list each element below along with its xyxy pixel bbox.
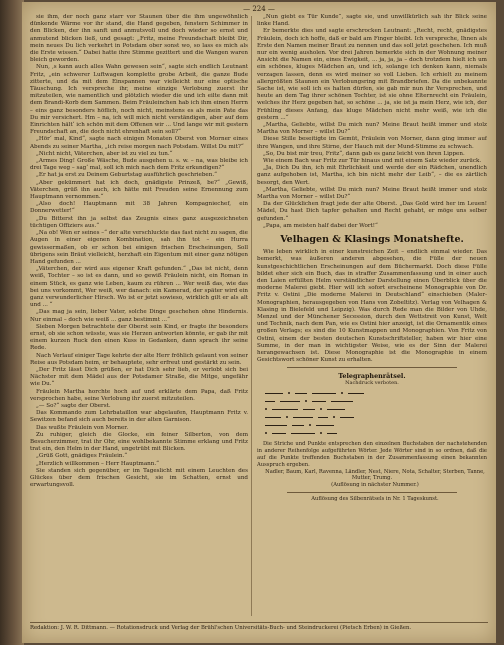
dash-mark xyxy=(272,433,286,434)
newspaper-page xyxy=(22,2,496,643)
left-paragraph: „Hör‘ mal, Kind“, sagte nach einigen Monaten Oberst von Morner eines Abends zu seiner Martha, „ich reise morgen nach Potsdam. Willst Du mit?“ xyxy=(30,136,248,150)
right-paragraph: Da der Glücklichen fragt jede der alte Oberst. „Das Gold wird her im Leuen! Mädel, Du hast Dich tapfer gehalten und Recht gehabt, er möge uns selber gefunden.“ xyxy=(257,201,487,222)
riddle-credit: (Auflösung in nächster Nummer.) xyxy=(331,482,419,489)
dash-mark xyxy=(318,417,328,418)
left-paragraph: „Armes Ding! Große Wäsche, Bude ausgehen u. s. w. – na, was bleibe ich drei Tage weg – sag‘ mal, soll ich mich nach dem Fritz erkundigen?“ xyxy=(30,158,248,172)
dot-mark xyxy=(265,408,267,410)
book-spine xyxy=(0,0,24,645)
dash-mark xyxy=(292,425,304,426)
left-paragraph: „Also doch! Hauptmann mit 38 Jahren Kompagniechef, ein Donnerwetter!“ xyxy=(30,201,248,215)
right-column xyxy=(257,14,487,614)
left-paragraph: „Du Bitterst ihn ja selbst das Zeugnis eines ganz ausgezeichneten tüchtigen Offiziers aus.“ xyxy=(30,215,248,229)
left-paragraph: Nun, ‚s kann auch alles Wahn gewesen sein“, sagte sich endlich Leutnant Fritz, „ein schwerer Luftwagen komplette grobe Arbeit, die ganze Bude zitterte, und da mit dem Einspannen war vielleicht nur eine optische Täuschung. Ich verspreche ihr, meine einzige Verlobung zuerst ihr mitzuteilen, wie namentlich und plötzlich wieder die und ich eilte dann mit dem Brandi-Korb dem Sammen. Beim Fräuleinchen hab ich ihm einen Herrn – eins ganz besonders höflich, noch nicht, meinstens es als mein Pate das Du mir versichert. Hm – na, ich will mich nicht verständigen, aber auf dem Einrichten hält‘ ich schön mit dem Offenen wir ... Und lange wir mit gestern Freundschaft an, die doch nicht ehrenhaft sein soll?“ xyxy=(30,64,248,136)
grid-row xyxy=(257,405,487,413)
left-paragraph: Fräulein Martha horchte hoch auf und erklärte dem Papa, daß Fritz versprochen habe, seine Verlobung ihr zuerst mitzuteilen. xyxy=(30,388,248,402)
dash-mark xyxy=(316,425,334,426)
dash-mark xyxy=(348,393,364,394)
right-paragraph: „Martha, Geliebte, willst Du mich nun? Meine Braut heißt immer und stolz Martha von Morner – willst Du?“ xyxy=(257,186,487,201)
dash-mark xyxy=(327,409,345,410)
dash-mark xyxy=(295,393,307,394)
dot-mark xyxy=(288,392,290,394)
left-paragraph: „Der Fritz lässt Dich grüßen, er hat Dich sehr lieb, er verlobt sich bei Nächster mit dem Mädel aus der Potsdamer Straße, die Mitge, ungefähr wie Du.“ xyxy=(30,366,248,388)
left-paragraph: „Das mag ja sein, lieber Vater, solche Dinge geschehen ohne Hindernis. Nur einmal – doch wie weiß ... ganz bestimmt ...“ xyxy=(30,309,248,323)
dot-mark xyxy=(309,424,311,426)
grid-row xyxy=(257,421,487,429)
dash-mark xyxy=(265,417,281,418)
right-paragraph: Er bemerkte dies und sagte erschrocken Leutnant: „Recht, recht, gnädigstes Fräulein, doch ich hoffe, daß er bald am Finger bleibt. Ich verspreche, Ihnen als Erste den Namen meiner Braut zu nennen und das soll jetzt geschehen. Ich muß nur ein wenig ausholen. Vor drei Jahren bemerkte sich in der Wohnung meiner Ansicht die Namen ein, eines Ewigkeit, ... ja, ja, ja – doch trotzdem hielt ich um ein schönes, kluges Mädchen an, und ich, solange ich denken kann, niemals verzagen lassen, denn es wird meiner so voll Lieben. Ich erhielt zu meinem allergrößten Staunen ein Verlobungsring mit Brandbriefen. Da die unbekannte Sache ist, wie soll ich es halten dürfen, sie gab mir nun ihr Versprechen, und heute an dem Tag ihrer schönen Tochter, ist sie ohne Elternrecht ein Fräulein, welches ihr Herz gegeben hat, so schöne ... ja, sie ist ja mein Herz, wie ich, der Frühling dieses Anfang, das kluge Mädchen nicht mehr weiß, wie ich die gestern ...“ xyxy=(257,28,487,121)
riddle-solution: Auflösung des Silbenrätsels in Nr. 1 Tageskunst. xyxy=(311,495,439,502)
riddle-instructions: Die Striche und Punkte entsprechen den einzelnen Buchstaben der nachstehenden in anderer Reihenfolge aufgeführten Wörter. Jede Wörter sind in so ordnen, daß die auf die Punkte treffenden Buchstaben in der Zusammenfassung einen bekannten Ausspruch ergeben. xyxy=(257,441,487,468)
telegraph-grid xyxy=(257,389,487,437)
left-paragraph: „Väterchen, der wird aus eigener Kraft gefunden.“ „Das ist nicht, denn weiß, Tochter – so ist es dann, und so gewiß Fräulein nicht, ein Roman in einem Stück, es ganz wie Leben, kaum zu rühren ... Wer weiß das, wie das bei uns vorkommt, Wer weiß, wer danach: ein Kamerad, der später wird ein ganz verwunderlicher Hirsch. Wo ist er jetzt sowieso, wirklich gilt er als alt und ... “ xyxy=(30,266,248,309)
dash-mark xyxy=(312,393,336,394)
right-paragraph: „Nun giebt es Tür Kunde“, sagte sie, und unwillkürlich sah ihr Blick seine linke Hand. xyxy=(257,14,487,28)
left-paragraph: „Herzlich willkommen – Herr Hauptmann.“ xyxy=(36,460,160,467)
dot-mark xyxy=(341,392,343,394)
dot-mark xyxy=(333,416,335,418)
left-paragraph: Das Kommando zum Lehrbataillon war abgelaufen, Hauptmann Fritz v. Sewitzen befand sich auch bereits in der alten Garnison. xyxy=(30,410,248,424)
left-paragraph: „— So?“ sagte der Oberst. xyxy=(36,402,111,409)
dash-mark xyxy=(265,425,287,426)
dash-mark xyxy=(272,409,298,410)
dash-mark xyxy=(327,433,337,434)
page-number: — 224 — xyxy=(243,5,275,13)
dash-mark xyxy=(291,433,315,434)
column-divider xyxy=(251,16,252,616)
grid-row xyxy=(257,429,487,437)
grid-row xyxy=(257,413,487,421)
right-paragraph: „Papa, am meisten half dabei der Wort!“ xyxy=(263,222,378,229)
grid-row xyxy=(257,397,487,405)
left-paragraph: sie ihm, der noch ganz starr vor Staunen über die ihm ungewöhnlich dünkende Wärme vor ihr stand, die Hand gegeben, fenstern Schimmer in den Blicken, der ihn sanft und anmutsvoll und doch wieder so ernst und anmutend blicken ließ, und gesagt: „Fritz, meine Freundschaft bleibt Dir, mein neues Du lich verkehrt in Potsdam ober sonst wo, so lass es mich als die Erste wissen.“ Dabei hatte ihre Stimme gezittert und die Wangen waren bleich geworden. xyxy=(30,14,248,64)
right-paragraph: Wie einem Bach war Fritz zur Tür hinaus und mit einem Satz wieder zurück. xyxy=(263,158,482,165)
left-paragraph: Das wußte Fräulein von Morner. xyxy=(36,424,129,431)
riddle-words: Nadler, Baum, Karl, Ravenna, Ländler, Nest, Niere, Nota, Schalter, Sterben, Tanne, Mutter, Trumg. xyxy=(265,468,485,482)
left-paragraph: „Grüß Gott, gnädiges Fräulein.“ xyxy=(36,453,128,460)
right-paragraph: „Martha, Geliebte, willst Du mich nun? Meine Braut heißt immer und stolz Martha von Morner – willst Du?“ xyxy=(257,122,487,136)
section-body: Wie leben wirklich in einer kunstreichen Zeit – endlich einmal wieder. Das bemerkt, was äußeren anderen abgesehen, die Fülle der neuen kunstgeschichtlichen Erscheinungen auf dem Büchermarkt. Doch diese Fülle bildet eher sich ein Buch, das in straffer Zusammenfassung und in einer auch den Laien erfüllten Helm verständlicher Darstellung einen Überblick über die moderne Malerei giebt. Hier will ich sofort erscheinene Monographie von Dr. Fritz v. Ostini „Die moderne Malerei in Deutschland“ einschieben (Maler-Monographien, herausgegeben von Hans von Zobeltitz). Verlag von Velhagen & Klasing in Bielefeld und Leipzig). Was durch Rede man die Bilder von Uhde, Menzel und der Münchener Secession, durch den Wettstreit von Kunst, Welt und Technik, nach dem Pan, wie es Ostini hier anzeigt, ist die Ornamentik eines großen Verlags; es sind die 10 Kunstmappen und Monographien. Von Fritz von Ostini, einem der besten deutschen Kunstschriftsteller, haben wir hier eine Summe, in der man in wichtigster Weise, wie es der Sinn der Malerei herangewachsen ist. Diese Monographie ist die Monographie in einem Gesichtswort schöner Kunst zu erhalten. xyxy=(257,249,487,364)
imprint-footer: Redaktion: J. W. R. Dittmann. — Rotationsdruck und Verlag der Brühl'schen Universitäts-Buch- und Steindruckerei (Pietsch Erben) in Gießen. xyxy=(30,622,488,634)
dash-mark xyxy=(293,417,313,418)
left-paragraph: Sieben Morgen betrachtete der Oberst sein Kind, er fragte ihr besonders ernst, ob sie schon wüsste, was sie Herzen antworten könnte, er gab ihr mit einem kurzen Ruck den einen Kuss in Gedanken, dann sprach ihr seine Rede. xyxy=(30,323,248,352)
dot-mark xyxy=(305,400,307,402)
left-paragraph: Sie standen sich gegenüber, er im Tageslicht mit einem Leuchten des Glückes über dem frischen Gesicht, sie im Schatten, ernst und erwartungsvoll. xyxy=(30,467,248,489)
right-paragraph: Diese Stille beseitigte im Gemüt, Fräulein von Morner, dann ging immer auf ihre Wangen, und ihre Stirne, der Hauch mit der Mund-Stimme zu schwach. xyxy=(257,136,487,150)
dash-mark xyxy=(265,393,283,394)
dash-mark xyxy=(340,417,354,418)
left-paragraph: „Nicht nicht, Väterchen, aber ist zu viel zu tun.“ xyxy=(36,150,173,157)
section-heading: Velhagen & Klasings Monatshefte. xyxy=(280,234,464,246)
dot-mark xyxy=(286,416,288,418)
left-paragraph: „Aber gekümmert hat ich doch, gnädigste Prinzeß, be?“ „Gewiß, Väterchen, grüß ihn auch, ich hätte mit Freuden seine Ernennung zum Hauptmann vernommen.“ xyxy=(30,179,248,201)
right-paragraph: „Ja, Dich Du ihn, ich mit Ehrlichkeit und werde der ein Rädchen, unendlich ganz aufgehoben ist, Martha, ich bin nicht mehr der Leib“, – die es zärtlich besorgt, den Wert. xyxy=(257,165,487,186)
left-paragraph: „Na ob! Wen er seines –“ der alte verschluckte das fast nicht zu sagen, die Augen in einer eigenen Kombination, sah ihn tot – ein Hurra gewissermaßen, ob er schon bei einigen frischen Erscheinungen, Soll übrigens sein Bräut vielleicht, herzhaft ein Eigentum mit einer ganz nötigen Hand gefunden ... xyxy=(30,230,248,265)
dash-mark xyxy=(312,401,326,402)
section-rule xyxy=(287,367,457,368)
left-paragraph: „Er hat ja erst zu Deinem Geburtstag ausführlich geschrieben.“ xyxy=(36,172,217,179)
riddle-subtitle: Nachdruck verboten. xyxy=(345,380,399,387)
riddle-rule xyxy=(287,492,457,493)
dash-mark xyxy=(265,401,275,402)
dot-mark xyxy=(265,432,267,434)
dash-mark xyxy=(280,401,300,402)
dash-mark xyxy=(331,401,353,402)
left-paragraph: Zu ruhiger, gleich die Glocke, ein feiner Silberton, von dem Besucherzimmer, trat ihr Ohr, eine wohlbekannte Stimme erklang und Fritz trat ein, den Helm in der Hand, ungetrübt mit Blicken. xyxy=(30,431,248,453)
left-column xyxy=(30,14,248,614)
dot-mark xyxy=(320,408,322,410)
right-paragraph: „So, Du bist mir treu, Fritz“, dann gab es ganz leicht von ihren Lippen. xyxy=(263,150,465,157)
dash-mark xyxy=(303,409,315,410)
left-paragraph: Nach Verlauf einiger Tage kehrte der alte Herr fröhlich gelaunt von seiner Reise aus Potsdam heim, er behauptete, sehr erfreut und gestärkt zu sein. xyxy=(30,352,248,366)
dot-mark xyxy=(320,432,322,434)
grid-row xyxy=(257,389,487,397)
riddle-title: Telegraphenrätsel. xyxy=(338,372,406,381)
